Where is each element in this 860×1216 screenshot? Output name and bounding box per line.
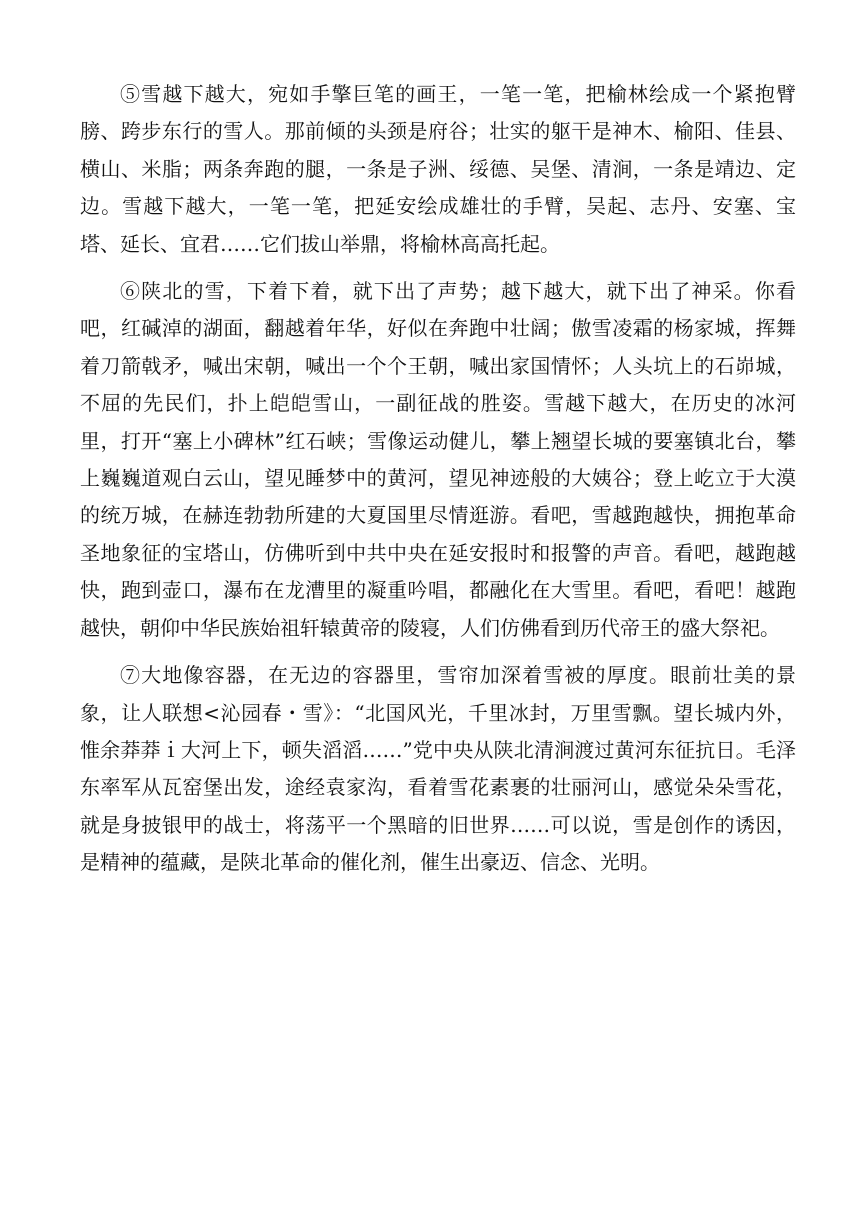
document-body <box>80 76 796 882</box>
paragraph-7: ⑦大地像容器，在无边的容器里，雪帘加深着雪被的厚度。眼前壮美的景象，让人联想<沁园春・雪》：“北国风光，千里冰封，万里雪飘。望长城内外，惟余莽莽ｉ大河上下，顿失滔滔……”党中央从陕北清涧渡过黄河东征抗日。毛泽东率军从瓦窑堡出发，途经袁家沟，看着雪花素裹的壮丽河山，感觉朵朵雪花，就是身披银甲的战士，将荡平一个黑暗的旧世界……可以说，雪是创作的诱因，是精神的蕴藏，是陕北革命的催化剂，催生出豪迈、信念、光明。 <box>80 663 796 875</box>
paragraph-6: ⑥陕北的雪，下着下着，就下出了声势；越下越大，就下出了神采。你看吧，红碱淖的湖面，翻越着年华，好似在奔跑中壮阔；傲雪凌霜的杨家城，挥舞着刀箭戟矛，喊出宋朝，喊出一个个王朝，喊出家国情怀；人头坑上的石峁城，不屈的先民们，扑上皑皑雪山，一副征战的胜姿。雪越下越大，在历史的冰河里，打开“塞上小碑林”红石峡；雪像运动健儿，攀上翘望长城的要塞镇北台，攀上巍巍道观白云山，望见睡梦中的黄河，望见神迹般的大姨谷；登上屹立于大漠的统万城，在赫连勃勃所建的大夏国里尽情逛游。看吧，雪越跑越快，拥抱革命圣地象征的宝塔山，仿佛听到中共中央在延安报时和报警的声音。看吧，越跑越快，跑到壶口，瀑布在龙漕里的凝重吟唱，都融化在大雪里。看吧，看吧！越跑越快，朝仰中华民族始祖轩辕黄帝的陵寝，人们仿佛看到历代帝王的盛大祭祀。 <box>80 279 796 640</box>
paragraph-5: ⑤雪越下越大，宛如手擎巨笔的画王，一笔一笔，把榆林绘成一个紧抱臂膀、跨步东行的雪人。那前倾的头颈是府谷；壮实的躯干是神木、榆阳、佳县、横山、米脂；两条奔跑的腿，一条是子洲、绥德、吴堡、清涧，一条是靖边、定边。雪越下越大，一笔一笔，把延安绘成雄壮的手臂，吴起、志丹、安塞、宝塔、延长、宜君……它们拔山举鼎，将榆林高高托起。 <box>80 82 796 256</box>
